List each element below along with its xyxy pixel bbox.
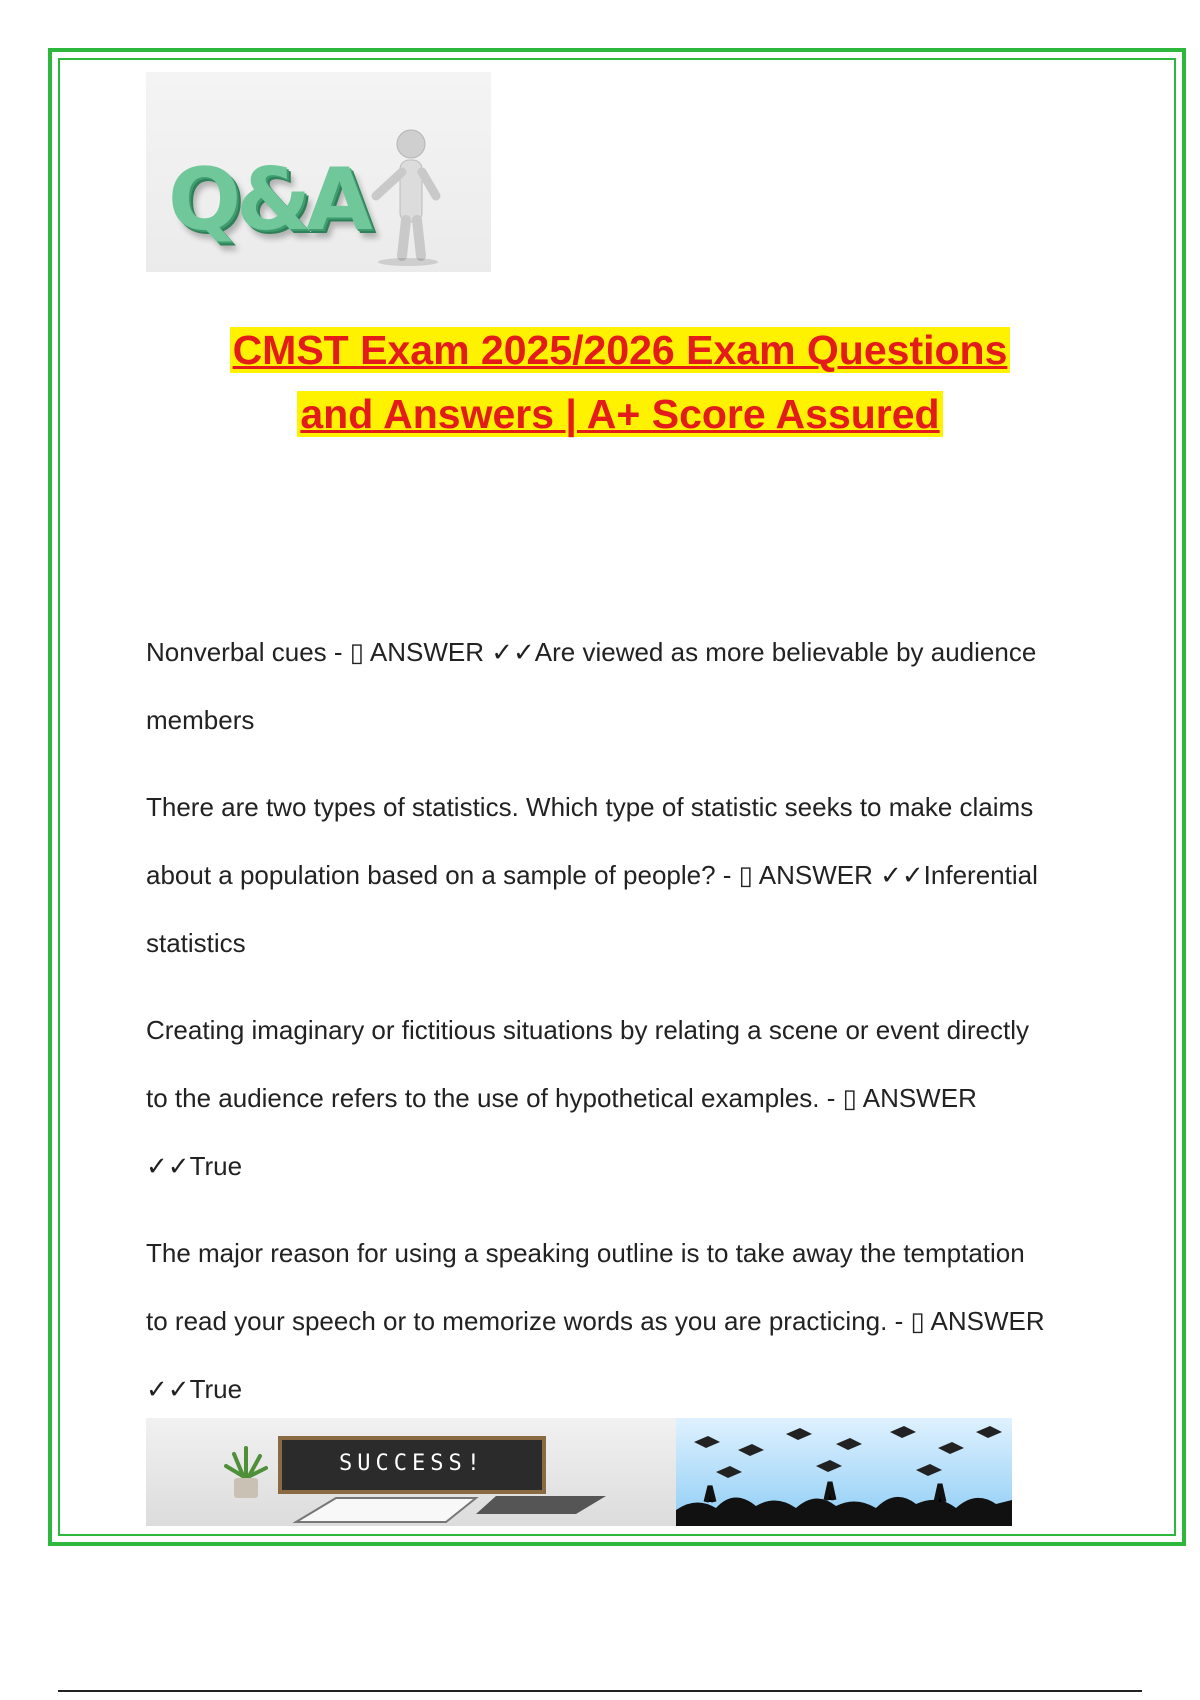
graduation-caps-icon xyxy=(676,1418,1012,1526)
graduation-image xyxy=(676,1418,1012,1526)
document-title xyxy=(100,318,1140,446)
figure-icon xyxy=(146,72,491,272)
qa-item-statistics: There are two types of statistics. Which type of statistic seeks to make claims about a population based on a sample of people? - ▯ ANSWER ✓✓Inferential statistics xyxy=(146,792,1038,958)
title-line-2: and Answers | A+ Score Assured xyxy=(297,391,942,437)
desk-items-icon xyxy=(146,1418,676,1526)
page-bottom-rule xyxy=(58,1690,1142,1692)
footer-banner xyxy=(146,1418,1012,1526)
success-image xyxy=(146,1418,676,1526)
qa-list xyxy=(146,618,1046,1423)
qa-item-hypothetical-examples: Creating imaginary or fictitious situations by relating a scene or event directly to the audience refers to the use of hypothetical examples. - ▯ ANSWER ✓✓True xyxy=(146,1015,1029,1181)
qa-logo xyxy=(146,72,491,272)
qa-item-speaking-outline: The major reason for using a speaking outline is to take away the temptation to read your speech or to memorize words as you are practicing. - ▯ ANSWER ✓✓True xyxy=(146,1238,1045,1404)
title-line-1: CMST Exam 2025/2026 Exam Questions xyxy=(230,327,1011,373)
qa-logo-text: Q&A xyxy=(168,150,368,250)
chalkboard: SUCCESS! xyxy=(278,1436,546,1494)
qa-item-nonverbal-cues: Nonverbal cues - ▯ ANSWER ✓✓Are viewed as more believable by audience members xyxy=(146,637,1037,735)
